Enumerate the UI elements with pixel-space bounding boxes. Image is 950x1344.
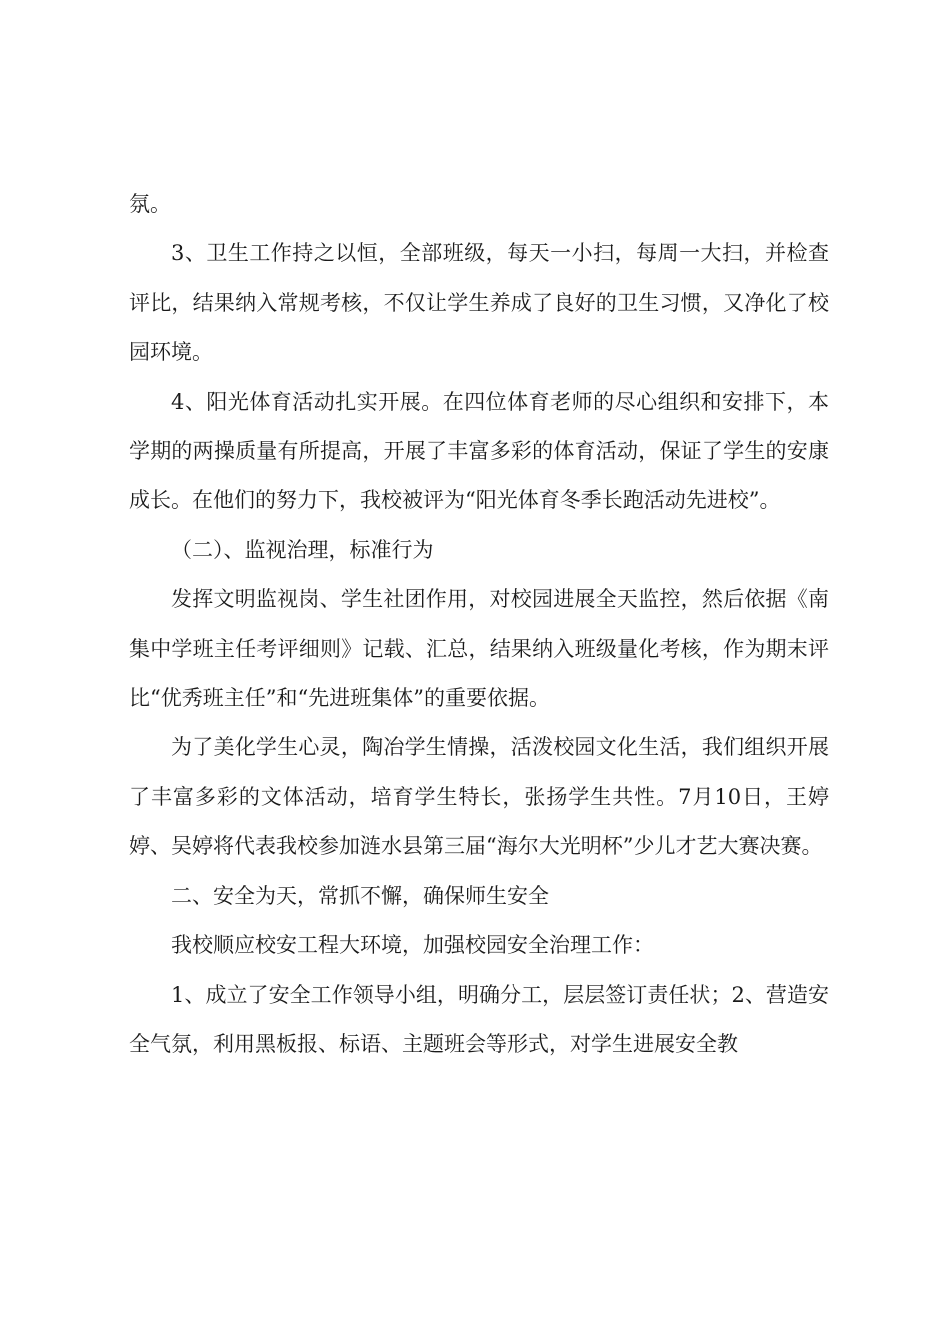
paragraph-civilization-supervision: 发挥文明监视岗、学生社团作用，对校园进展全天监控，然后依据《南集中学班主任考评细则》记载、汇总，结果纳入班级量化考核，作为期末评比“优秀班主任”和“先进班集体”的重要依据。 [129,587,829,711]
paragraph-safety-intro: 我校顺应校安工程大环境，加强校园安全治理工作： [171,933,654,958]
paragraph-safety-measures: 1、成立了安全工作领导小组，明确分工，层层签订责任状；2、营造安全气氛，利用黑板报、标语、主题班会等形式，对学生进展安全教 [129,982,829,1056]
paragraph-continuation: 氛。 [129,192,171,216]
section-heading-safety: 二、安全为天，常抓不懈，确保师生安全 [171,883,549,908]
document-body [129,180,829,1069]
section-heading-supervision: （二）、监视治理，标准行为 [171,537,434,562]
paragraph-cultural-activities: 为了美化学生心灵，陶冶学生情操，活泼校园文化生活，我们组织开展了丰富多彩的文体活动，培育学生特长，张扬学生共性。7月10日，王婷婷、吴婷将代表我校参加涟水县第三届“海尔大光明杯”少儿才艺大赛决赛。 [129,735,829,859]
paragraph-sunshine-sports: 4、阳光体育活动扎实开展。在四位体育老师的尽心组织和安排下，本学期的两操质量有所提高，开展了丰富多彩的体育活动，保证了学生的安康成长。在他们的努力下，我校被评为“阳光体育冬季长跑活动先进校”。 [129,389,829,513]
paragraph-hygiene-work: 3、卫生工作持之以恒，全部班级，每天一小扫，每周一大扫，并检查评比，结果纳入常规考核，不仅让学生养成了良好的卫生习惯，又净化了校园环境。 [129,241,829,365]
